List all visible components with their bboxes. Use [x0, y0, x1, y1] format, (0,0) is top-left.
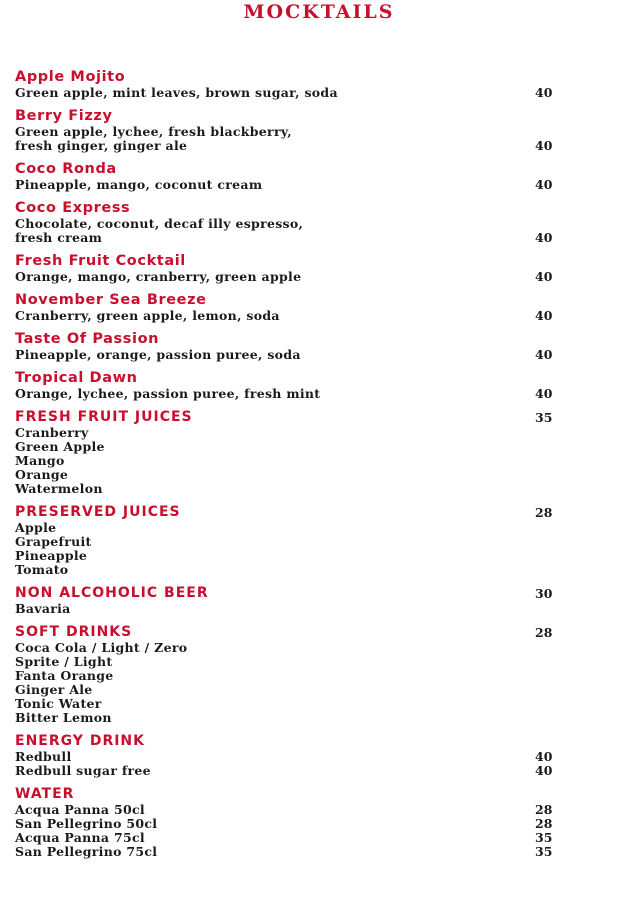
menu-item [15, 108, 575, 153]
list-item-price: 35 [535, 844, 553, 859]
item-price: 40 [535, 308, 553, 323]
category-title: SOFT DRINKS [15, 624, 133, 640]
item-name: Berry Fizzy [15, 108, 113, 124]
category-price: 28 [535, 505, 553, 520]
item-row [15, 387, 575, 401]
item-row [15, 348, 575, 362]
list-item [15, 817, 575, 831]
list-item-price: 40 [535, 749, 553, 764]
item-price: 40 [535, 177, 553, 192]
list-item-name: Fanta Orange [15, 668, 114, 683]
list-item [15, 655, 575, 669]
category-title: WATER [15, 786, 75, 802]
list-item-name: Pineapple [15, 548, 88, 563]
item-description [15, 178, 535, 192]
list-item-name: Mango [15, 453, 65, 468]
category-header [15, 786, 575, 803]
item-name: Fresh Fruit Cocktail [15, 253, 186, 269]
list-item-price: 28 [535, 802, 553, 817]
list-item-name: Redbull [15, 749, 72, 764]
category-price: 35 [535, 410, 553, 425]
category-section [15, 733, 575, 778]
item-row [15, 217, 575, 245]
list-item [15, 831, 575, 845]
list-item [15, 750, 575, 764]
category-title: FRESH FRUIT JUICES [15, 409, 193, 425]
list-item [15, 641, 575, 655]
item-description [15, 217, 535, 245]
item-row [15, 86, 575, 100]
list-item-name: Green Apple [15, 439, 105, 454]
list-item-name: Redbull sugar free [15, 763, 151, 778]
item-price: 40 [535, 386, 553, 401]
description-line: fresh cream [15, 230, 103, 245]
item-description [15, 348, 535, 362]
list-item-name: Tonic Water [15, 696, 102, 711]
list-item-price: 28 [535, 816, 553, 831]
item-name: Taste Of Passion [15, 331, 160, 347]
list-item [15, 845, 575, 859]
list-item-name: Acqua Panna 75cl [15, 830, 145, 845]
list-item-name: San Pellegrino 50cl [15, 816, 158, 831]
list-item [15, 482, 575, 496]
category-section [15, 585, 575, 616]
item-description [15, 309, 535, 323]
list-item-name: Ginger Ale [15, 682, 93, 697]
list-item-name: Tomato [15, 562, 69, 577]
category-header [15, 504, 575, 521]
item-description [15, 86, 535, 100]
list-item-name: Acqua Panna 50cl [15, 802, 145, 817]
list-item [15, 697, 575, 711]
page-title: MOCKTAILS [243, 1, 395, 23]
item-name: Coco Ronda [15, 161, 117, 177]
menu-list [15, 69, 575, 867]
list-item-name: Orange [15, 467, 69, 482]
list-item [15, 426, 575, 440]
item-price: 40 [535, 347, 553, 362]
list-item [15, 521, 575, 535]
list-item-name: Watermelon [15, 481, 103, 496]
list-item [15, 683, 575, 697]
category-price: 28 [535, 625, 553, 640]
menu-item [15, 161, 575, 192]
list-item-name: Coca Cola / Light / Zero [15, 640, 188, 655]
category-section [15, 624, 575, 725]
list-item [15, 549, 575, 563]
item-row [15, 309, 575, 323]
category-title: ENERGY DRINK [15, 733, 145, 749]
category-header [15, 585, 575, 602]
list-item-price: 35 [535, 830, 553, 845]
list-item [15, 454, 575, 468]
item-price: 40 [535, 85, 553, 100]
menu-item [15, 370, 575, 401]
category-header [15, 733, 575, 750]
category-section [15, 786, 575, 859]
menu-item [15, 69, 575, 100]
description-line: Orange, mango, cranberry, green apple [15, 269, 302, 284]
category-header [15, 624, 575, 641]
menu-item [15, 292, 575, 323]
item-name: Coco Express [15, 200, 131, 216]
list-item-name: San Pellegrino 75cl [15, 844, 158, 859]
description-line: Green apple, mint leaves, brown sugar, soda [15, 85, 338, 100]
item-price: 40 [535, 138, 553, 153]
list-item-name: Grapefruit [15, 534, 92, 549]
list-item [15, 711, 575, 725]
category-section [15, 409, 575, 496]
item-description [15, 270, 535, 284]
description-line: fresh ginger, ginger ale [15, 138, 188, 153]
menu-item [15, 253, 575, 284]
description-line: Orange, lychee, passion puree, fresh mint [15, 386, 321, 401]
category-header [15, 409, 575, 426]
category-title: NON ALCOHOLIC BEER [15, 585, 209, 601]
description-line: Pineapple, orange, passion puree, soda [15, 347, 301, 362]
list-item [15, 669, 575, 683]
category-section [15, 504, 575, 577]
item-description [15, 387, 535, 401]
category-title: PRESERVED JUICES [15, 504, 181, 520]
item-row [15, 178, 575, 192]
list-item-price: 40 [535, 763, 553, 778]
description-line: Chocolate, coconut, decaf illy espresso, [15, 216, 304, 231]
item-description [15, 125, 535, 153]
list-item [15, 535, 575, 549]
item-name: Tropical Dawn [15, 370, 138, 386]
menu-item [15, 200, 575, 245]
list-item [15, 440, 575, 454]
description-line: Cranberry, green apple, lemon, soda [15, 308, 280, 323]
item-name: November Sea Breeze [15, 292, 207, 308]
description-line: Pineapple, mango, coconut cream [15, 177, 263, 192]
list-item-name: Bavaria [15, 601, 71, 616]
menu-item [15, 331, 575, 362]
description-line: Green apple, lychee, fresh blackberry, [15, 124, 292, 139]
item-row [15, 270, 575, 284]
list-item-name: Apple [15, 520, 57, 535]
list-item [15, 803, 575, 817]
list-item [15, 468, 575, 482]
item-row [15, 125, 575, 153]
list-item-name: Cranberry [15, 425, 89, 440]
list-item-name: Sprite / Light [15, 654, 113, 669]
list-item [15, 563, 575, 577]
list-item [15, 764, 575, 778]
category-price: 30 [535, 586, 553, 601]
list-item-name: Bitter Lemon [15, 710, 112, 725]
item-price: 40 [535, 230, 553, 245]
list-item [15, 602, 575, 616]
item-name: Apple Mojito [15, 69, 126, 85]
item-price: 40 [535, 269, 553, 284]
